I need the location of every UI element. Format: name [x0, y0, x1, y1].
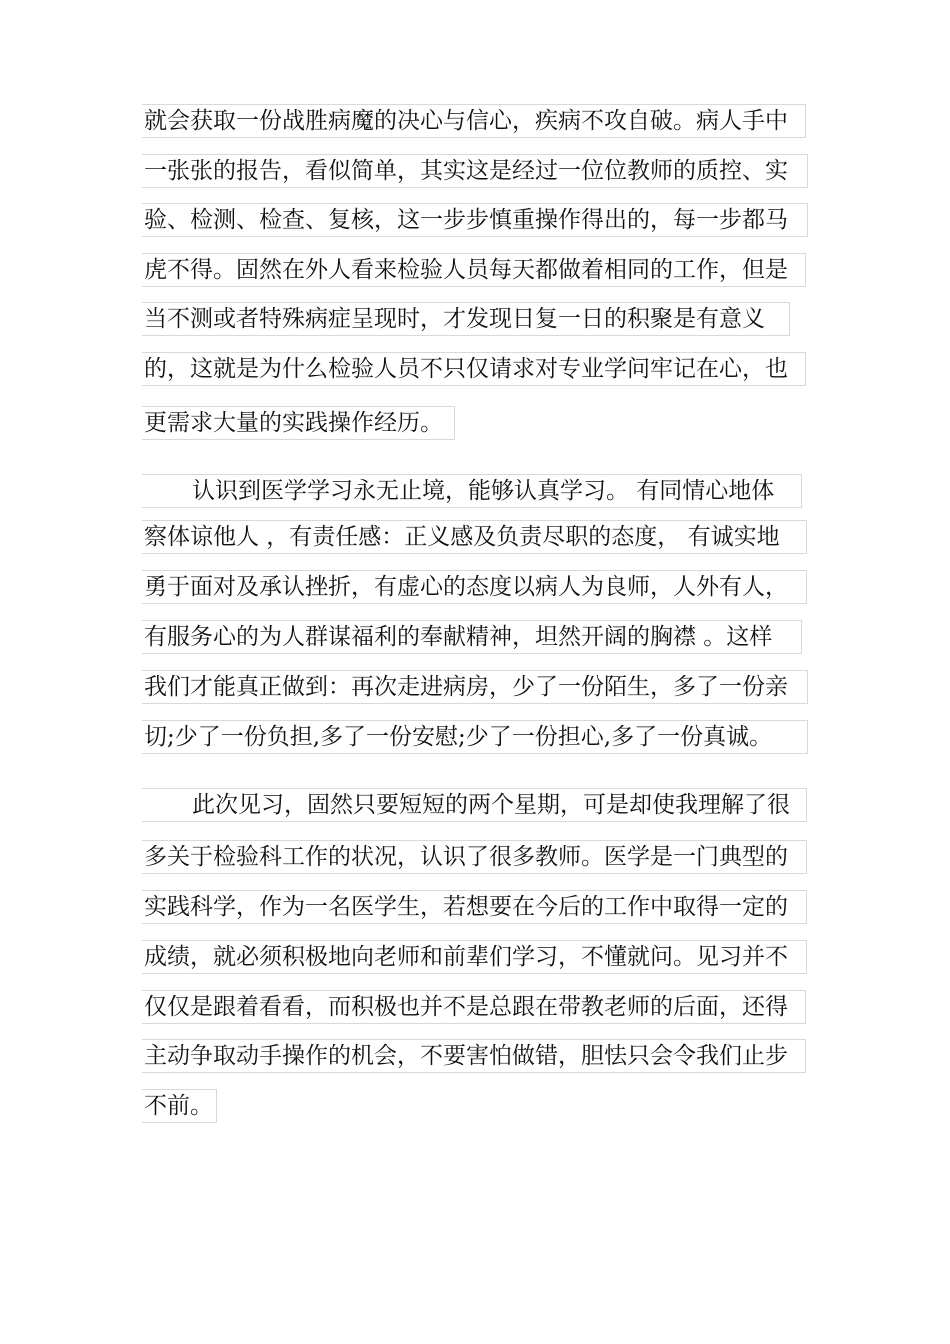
paragraph-1-line-2: 一张张的报告，看似简单，其实这是经过一位位教师的质控、实 [142, 154, 808, 188]
paragraph-2-line-5: 我们才能真正做到：再次走进病房，少了一份陌生，多了一份亲 [142, 670, 808, 704]
paragraph-1-line-5: 当不测或者特殊病症呈现时，才发现日复一日的积聚是有意义 [142, 302, 790, 336]
paragraph-2-line-2: 察体谅他人 ，有责任感：正义感及负责尽职的态度， 有诚实地 [142, 520, 807, 554]
paragraph-3-line-2: 多关于检验科工作的状况，认识了很多教师。医学是一门典型的 [142, 840, 807, 874]
paragraph-3-line-1: 此次见习，固然只要短短的两个星期，可是却使我理解了很 [142, 788, 807, 822]
paragraph-1-line-6: 的，这就是为什么检验人员不只仅请求对专业学问牢记在心，也 [142, 352, 806, 386]
paragraph-2-line-3: 勇于面对及承认挫折，有虚心的态度以病人为良师，人外有人， [142, 570, 807, 604]
paragraph-3-line-7: 不前。 [142, 1089, 217, 1123]
paragraph-2-line-4: 有服务心的为人群谋福利的奉献精神，坦然开阔的胸襟 。这样 [142, 620, 802, 654]
paragraph-2-line-1: 认识到医学学习永无止境，能够认真学习。 有同情心地体 [142, 474, 802, 508]
paragraph-1-line-4: 虎不得。固然在外人看来检验人员每天都做着相同的工作，但是 [142, 253, 806, 287]
paragraph-1-line-3: 验、检测、检查、复核，这一步步慎重操作得出的，每一步都马 [142, 203, 808, 237]
paragraph-1-line-7: 更需求大量的实践操作经历。 [142, 406, 455, 440]
paragraph-3-line-4: 成绩，就必须积极地向老师和前辈们学习，不懂就问。见习并不 [142, 940, 807, 974]
paragraph-2-line-6: 切;少了一份负担,多了一份安慰;少了一份担心,多了一份真诚。 [142, 720, 808, 754]
paragraph-3-line-5: 仅仅是跟着看看，而积极也并不是总跟在带教老师的后面，还得 [142, 990, 806, 1024]
paragraph-1-line-1: 就会获取一份战胜病魔的决心与信心，疾病不攻自破。病人手中 [142, 104, 806, 138]
paragraph-3-line-6: 主动争取动手操作的机会，不要害怕做错，胆怯只会令我们止步 [142, 1039, 806, 1073]
paragraph-3-line-3: 实践科学，作为一名医学生，若想要在今后的工作中取得一定的 [142, 890, 807, 924]
